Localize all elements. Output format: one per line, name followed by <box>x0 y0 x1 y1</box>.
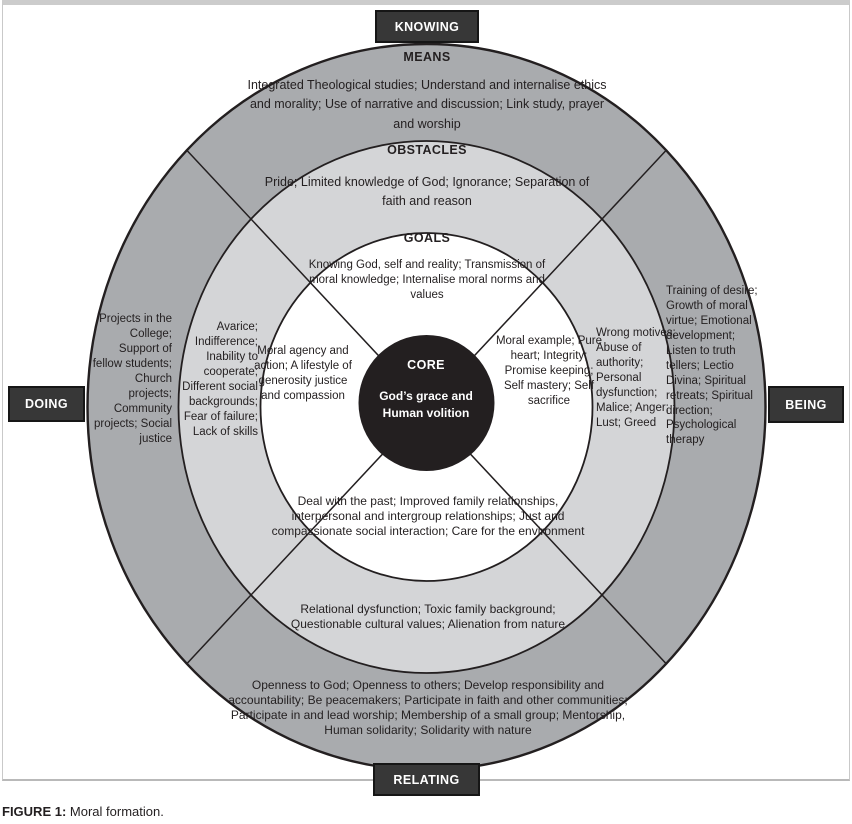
knowing-axis-label: KNOWING <box>394 19 460 34</box>
core-text: God’s grace and Human volition <box>379 389 473 420</box>
being-obstacles-text: Wrong motives; Abuse of authority; Personal dysfunction; Malice; Anger; Lust; Greed <box>596 327 676 429</box>
doing-goals-text: Moral agency and action; A lifestyle of generosity justice and compassion <box>254 345 352 402</box>
knowing-obstacles-text: Pride; Limited knowledge of God; Ignorance; Separation of faith and reason <box>264 175 590 209</box>
core-label: CORE <box>407 358 445 372</box>
relating-axis-label: RELATING <box>393 772 460 787</box>
being-axis-box <box>768 386 844 423</box>
being-axis-label: BEING <box>785 397 827 412</box>
knowing-axis-box <box>375 10 479 43</box>
core-block <box>358 358 494 422</box>
figure-caption-text: Moral formation. <box>66 804 164 819</box>
doing-means-text: Projects in the College; Support of fellow students; Church projects; Community projects; Social justice <box>92 313 172 445</box>
doing-obstacles-text: Avarice; Indifference; Inability to cooperate; Different social backgrounds; Fear of failure; Lack of skills <box>182 321 258 438</box>
figure-caption-label: FIGURE 1: <box>2 804 67 819</box>
being-goals-text: Moral example; Pure heart; Integrity; Promise keeping; Self mastery; Self sacrifice <box>495 335 603 407</box>
goals-ring-label: GOALS <box>403 231 451 245</box>
doing-axis-box <box>8 386 85 422</box>
figure-caption <box>2 804 164 819</box>
knowing-means-text: Integrated Theological studies; Understand and internalise ethics and morality; Use of narrative and discussion; Link study, prayer and worship <box>247 78 607 131</box>
relating-means-text: Openness to God; Openness to others; Develop responsibility and accountability; Be peacemakers; Participate in faith and other communities; Participate in and lead worship; Membership of a small group; Mentorship, Human solidarity; Solidarity with nature <box>228 678 628 738</box>
obstacles-ring-label: OBSTACLES <box>387 143 467 157</box>
being-means-text: Training of desire; Growth of moral virtue; Emotional development; Listen to truth tellers; Lectio Divina; Spiritual retreats; Spiritual direction; Psychological therapy <box>666 285 758 447</box>
knowing-goals-text: Knowing God, self and reality; Transmission of moral knowledge; Internalise moral norms and values <box>308 259 546 301</box>
relating-axis-box <box>373 763 480 796</box>
relating-obstacles-text: Relational dysfunction; Toxic family background; Questionable cultural values; Alienation from nature <box>290 602 566 632</box>
relating-goals-text: Deal with the past; Improved family relationships, interpersonal and intergroup relationships; Just and compassionate social interaction; Care for the environment <box>271 494 585 539</box>
doing-axis-label: DOING <box>25 397 68 411</box>
means-ring-label: MEANS <box>403 50 451 64</box>
